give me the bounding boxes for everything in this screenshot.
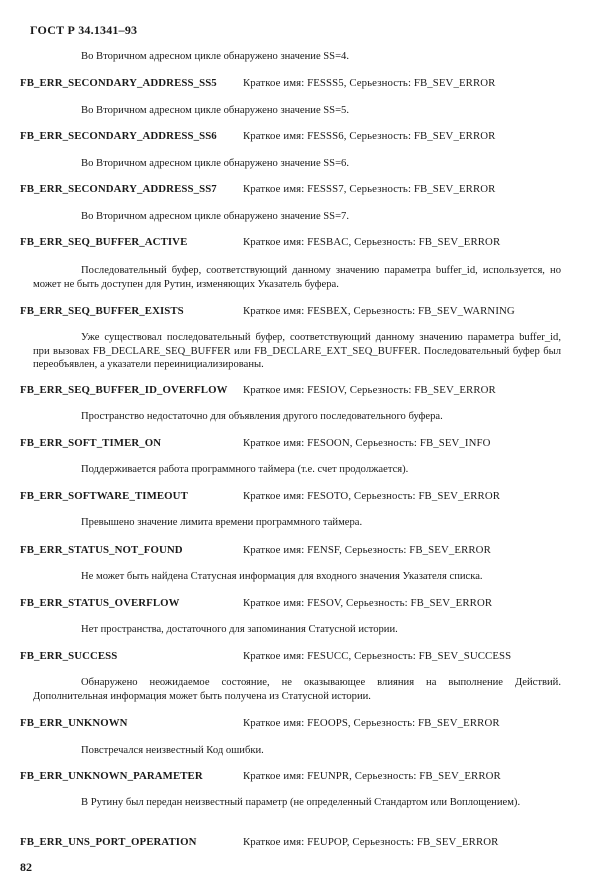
error-meta: Краткое имя: FESBEX, Серьезность: FB_SEV_WARNING: [243, 305, 515, 317]
error-code: FB_ERR_STATUS_NOT_FOUND: [20, 544, 183, 556]
error-description: Поддерживается работа программного таймера (т.е. счет продолжается).: [81, 464, 409, 475]
error-code: FB_ERR_SECONDARY_ADDRESS_SS6: [20, 130, 217, 142]
error-code: FB_ERR_UNKNOWN: [20, 717, 128, 729]
error-meta: Краткое имя: FENSF, Серьезность: FB_SEV_ERROR: [243, 544, 491, 556]
error-code: FB_ERR_STATUS_OVERFLOW: [20, 597, 180, 609]
error-code: FB_ERR_SOFT_TIMER_ON: [20, 437, 162, 449]
error-description: Последовательный буфер, соответствующий данному значению параметра buffer_id, используется, но может не быть доступен для Рутин, изменяющих Указатель буфера.: [33, 265, 561, 290]
error-code: FB_ERR_SECONDARY_ADDRESS_SS7: [20, 183, 217, 195]
error-code: FB_ERR_SEQ_BUFFER_ACTIVE: [20, 236, 188, 248]
intro-description: Во Вторичном адресном цикле обнаружено значение SS=4.: [81, 51, 349, 62]
error-code: FB_ERR_UNS_PORT_OPERATION: [20, 836, 197, 848]
error-meta: Краткое имя: FEOOPS, Серьезность: FB_SEV_ERROR: [243, 717, 500, 729]
document-header: ГОСТ Р 34.1341–93: [30, 23, 138, 37]
error-description: В Рутину был передан неизвестный параметр (не определенный Стандартом или Воплощением).: [81, 797, 521, 808]
error-meta: Краткое имя: FEUPOP, Серьезность: FB_SEV_ERROR: [243, 836, 499, 848]
error-description: Обнаружено неожидаемое состояние, не оказывающее влияния на выполнение Действий. Дополнительная информация может быть получена из Статусной истории.: [33, 677, 561, 702]
error-code: FB_ERR_SEQ_BUFFER_ID_OVERFLOW: [20, 384, 228, 396]
error-meta: Краткое имя: FESOTO, Серьезность: FB_SEV_ERROR: [243, 490, 501, 502]
error-meta: Краткое имя: FESSS6, Серьезность: FB_SEV_ERROR: [243, 130, 496, 142]
error-code: FB_ERR_UNKNOWN_PARAMETER: [20, 770, 203, 782]
error-description: Пространство недостаточно для объявления другого последовательного буфера.: [81, 411, 443, 422]
error-meta: Краткое имя: FESSS5, Серьезность: FB_SEV_ERROR: [243, 77, 496, 89]
error-meta: Краткое имя: FEUNPR, Серьезность: FB_SEV_ERROR: [243, 770, 501, 782]
error-description: Нет пространства, достаточного для запоминания Статусной истории.: [81, 624, 398, 635]
error-description: Во Вторичном адресном цикле обнаружено значение SS=5.: [81, 105, 349, 116]
error-meta: Краткое имя: FESBAC, Серьезность: FB_SEV_ERROR: [243, 236, 501, 248]
error-code: FB_ERR_SOFTWARE_TIMEOUT: [20, 490, 188, 502]
error-description: Уже существовал последовательный буфер, соответствующий данному значению параметра buffer_id, при вызовах FB_DECLARE_SEQ_BUFFER или FB_DECLARE_EXT_SEQ_BUFFER. Последовательный буфер был переобъявлен, а указатели переинициализированы.: [33, 332, 561, 371]
error-description: Во Вторичном адресном цикле обнаружено значение SS=6.: [81, 158, 349, 169]
error-description: Превышено значение лимита времени программного таймера.: [81, 517, 363, 528]
error-meta: Краткое имя: FESIOV, Серьезность: FB_SEV_ERROR: [243, 384, 496, 396]
page-number: 82: [20, 860, 32, 874]
error-code: FB_ERR_SEQ_BUFFER_EXISTS: [20, 305, 184, 317]
error-meta: Краткое имя: FESOON, Серьезность: FB_SEV_INFO: [243, 437, 491, 449]
error-description: Не может быть найдена Статусная информация для входного значения Указателя списка.: [81, 571, 483, 582]
error-description: Во Вторичном адресном цикле обнаружено значение SS=7.: [81, 211, 349, 222]
error-meta: Краткое имя: FESSS7, Серьезность: FB_SEV_ERROR: [243, 183, 496, 195]
error-meta: Краткое имя: FESUCC, Серьезность: FB_SEV_SUCCESS: [243, 650, 512, 662]
error-code: FB_ERR_SUCCESS: [20, 650, 118, 662]
error-meta: Краткое имя: FESOV, Серьезность: FB_SEV_ERROR: [243, 597, 493, 609]
error-description: Повстречался неизвестный Код ошибки.: [81, 745, 264, 756]
error-code: FB_ERR_SECONDARY_ADDRESS_SS5: [20, 77, 217, 89]
